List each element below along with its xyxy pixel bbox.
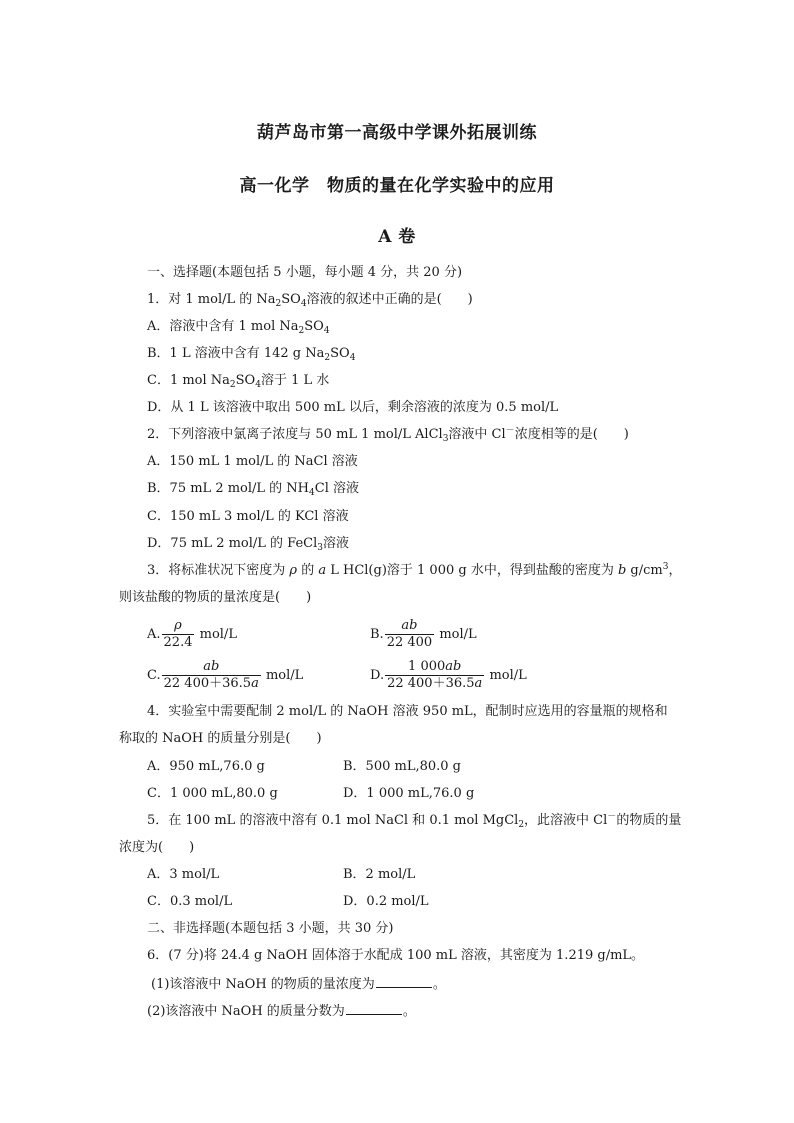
- q1-option-a: A．溶液中含有 1 mol $Na_2SO_4$: [147, 319, 330, 336]
- q5-option-a: A．3 mol/L: [147, 867, 220, 882]
- q5-option-c: C．0.3 mol/L: [147, 894, 233, 909]
- q4-option-a: A．950 mL,76.0 g: [147, 759, 265, 774]
- q4-option-d: D．1 000 mL,76.0 g: [343, 786, 475, 801]
- q2-option-b: B．75 mL 2 mol/L 的 $NH_4Cl$ 溶液: [147, 481, 360, 498]
- q5-option-d: D．0.2 mol/L: [343, 894, 429, 909]
- school-title: 葫芦岛市第一高级中学课外拓展训练: [257, 123, 537, 143]
- q5-option-b: B．2 mol/L: [343, 867, 416, 882]
- q5-stem-line1: 5．在 100 mL 的溶液中溶有 0.1 mol NaCl 和 0.1 mol MgCl$_2$，此溶液中 Cl－的物质的量: [147, 812, 682, 830]
- q6-part1: (1)该溶液中 NaOH 的物质的量浓度为 。: [151, 977, 446, 992]
- q2-option-c: C．150 mL 3 mol/L 的 KCl 溶液: [147, 509, 349, 524]
- q1-option-b: B．1 L 溶液中含有 142 g $Na_2SO_4$: [147, 346, 356, 363]
- volume-label: A 卷: [378, 227, 416, 247]
- q2-option-d: D．75 mL 2 mol/L 的 FeCl$_3$溶液: [147, 536, 350, 553]
- q4-stem-line1: 4．实验室中需要配制 2 mol/L 的 NaOH 溶液 950 mL，配制时应选用的容量瓶的规格和: [147, 704, 668, 719]
- q1-option-d: D．从 1 L 该溶液中取出 500 mL 以后，剩余溶液的浓度为 0.5 mol/L: [147, 400, 559, 415]
- q3-stem-line1: 3．将标准状况下密度为 ρ 的 a L HCl(g)溶于 1 000 g 水中，得到盐酸的密度为 b $g/cm^3$，: [147, 562, 682, 578]
- q4-option-b: B．500 mL,80.0 g: [343, 759, 461, 774]
- q3-option-c: C. $\frac{ab}{22 400+36.5a}$ mol/L: [147, 659, 304, 691]
- q6-stem: 6．(7 分)将 24.4 g NaOH 固体溶于水配成 100 mL 溶液，其密度为 1.219 g/mL。: [147, 948, 645, 963]
- section1-heading: 一、选择题(本题包括 5 小题，每小题 4 分，共 20 分): [147, 265, 463, 280]
- answer-blank[interactable]: [376, 975, 432, 988]
- q3-option-d: D. $\frac{1 000ab}{22 400+36.5a}$ mol/L: [370, 659, 527, 691]
- answer-blank[interactable]: [346, 1002, 402, 1015]
- q4-option-c: C．1 000 mL,80.0 g: [147, 786, 278, 801]
- subject-title: 高一化学 物质的量在化学实验中的应用: [239, 176, 555, 196]
- q1-stem: 1．对 1 mol/L 的 $Na_2SO_4$溶液的叙述中正确的是( ): [147, 292, 473, 309]
- q2-stem: 2．下列溶液中氯离子浓度与 50 mL 1 mol/L AlCl$_3$溶液中 Cl－浓度相等的是( ): [147, 426, 629, 444]
- q1-option-c: C．1 mol $Na_2SO_4$溶于 1 L 水: [147, 373, 330, 390]
- section2-heading: 二、非选择题(本题包括 3 小题，共 30 分): [147, 921, 394, 936]
- q3-option-b: B. $\frac{ab}{22 400}$ mol/L: [370, 618, 477, 650]
- q4-stem-line2: 称取的 NaOH 的质量分别是( ): [119, 731, 322, 746]
- q3-option-a: A. $\frac{\rho}{22.4}$ mol/L: [147, 618, 237, 650]
- q2-option-a: A．150 mL 1 mol/L 的 NaCl 溶液: [147, 454, 358, 469]
- q5-stem-line2: 浓度为( ): [119, 840, 195, 855]
- q3-stem-line2: 则该盐酸的物质的量浓度是( ): [119, 590, 312, 605]
- q6-part2: (2)该溶液中 NaOH 的质量分数为 。: [147, 1004, 416, 1019]
